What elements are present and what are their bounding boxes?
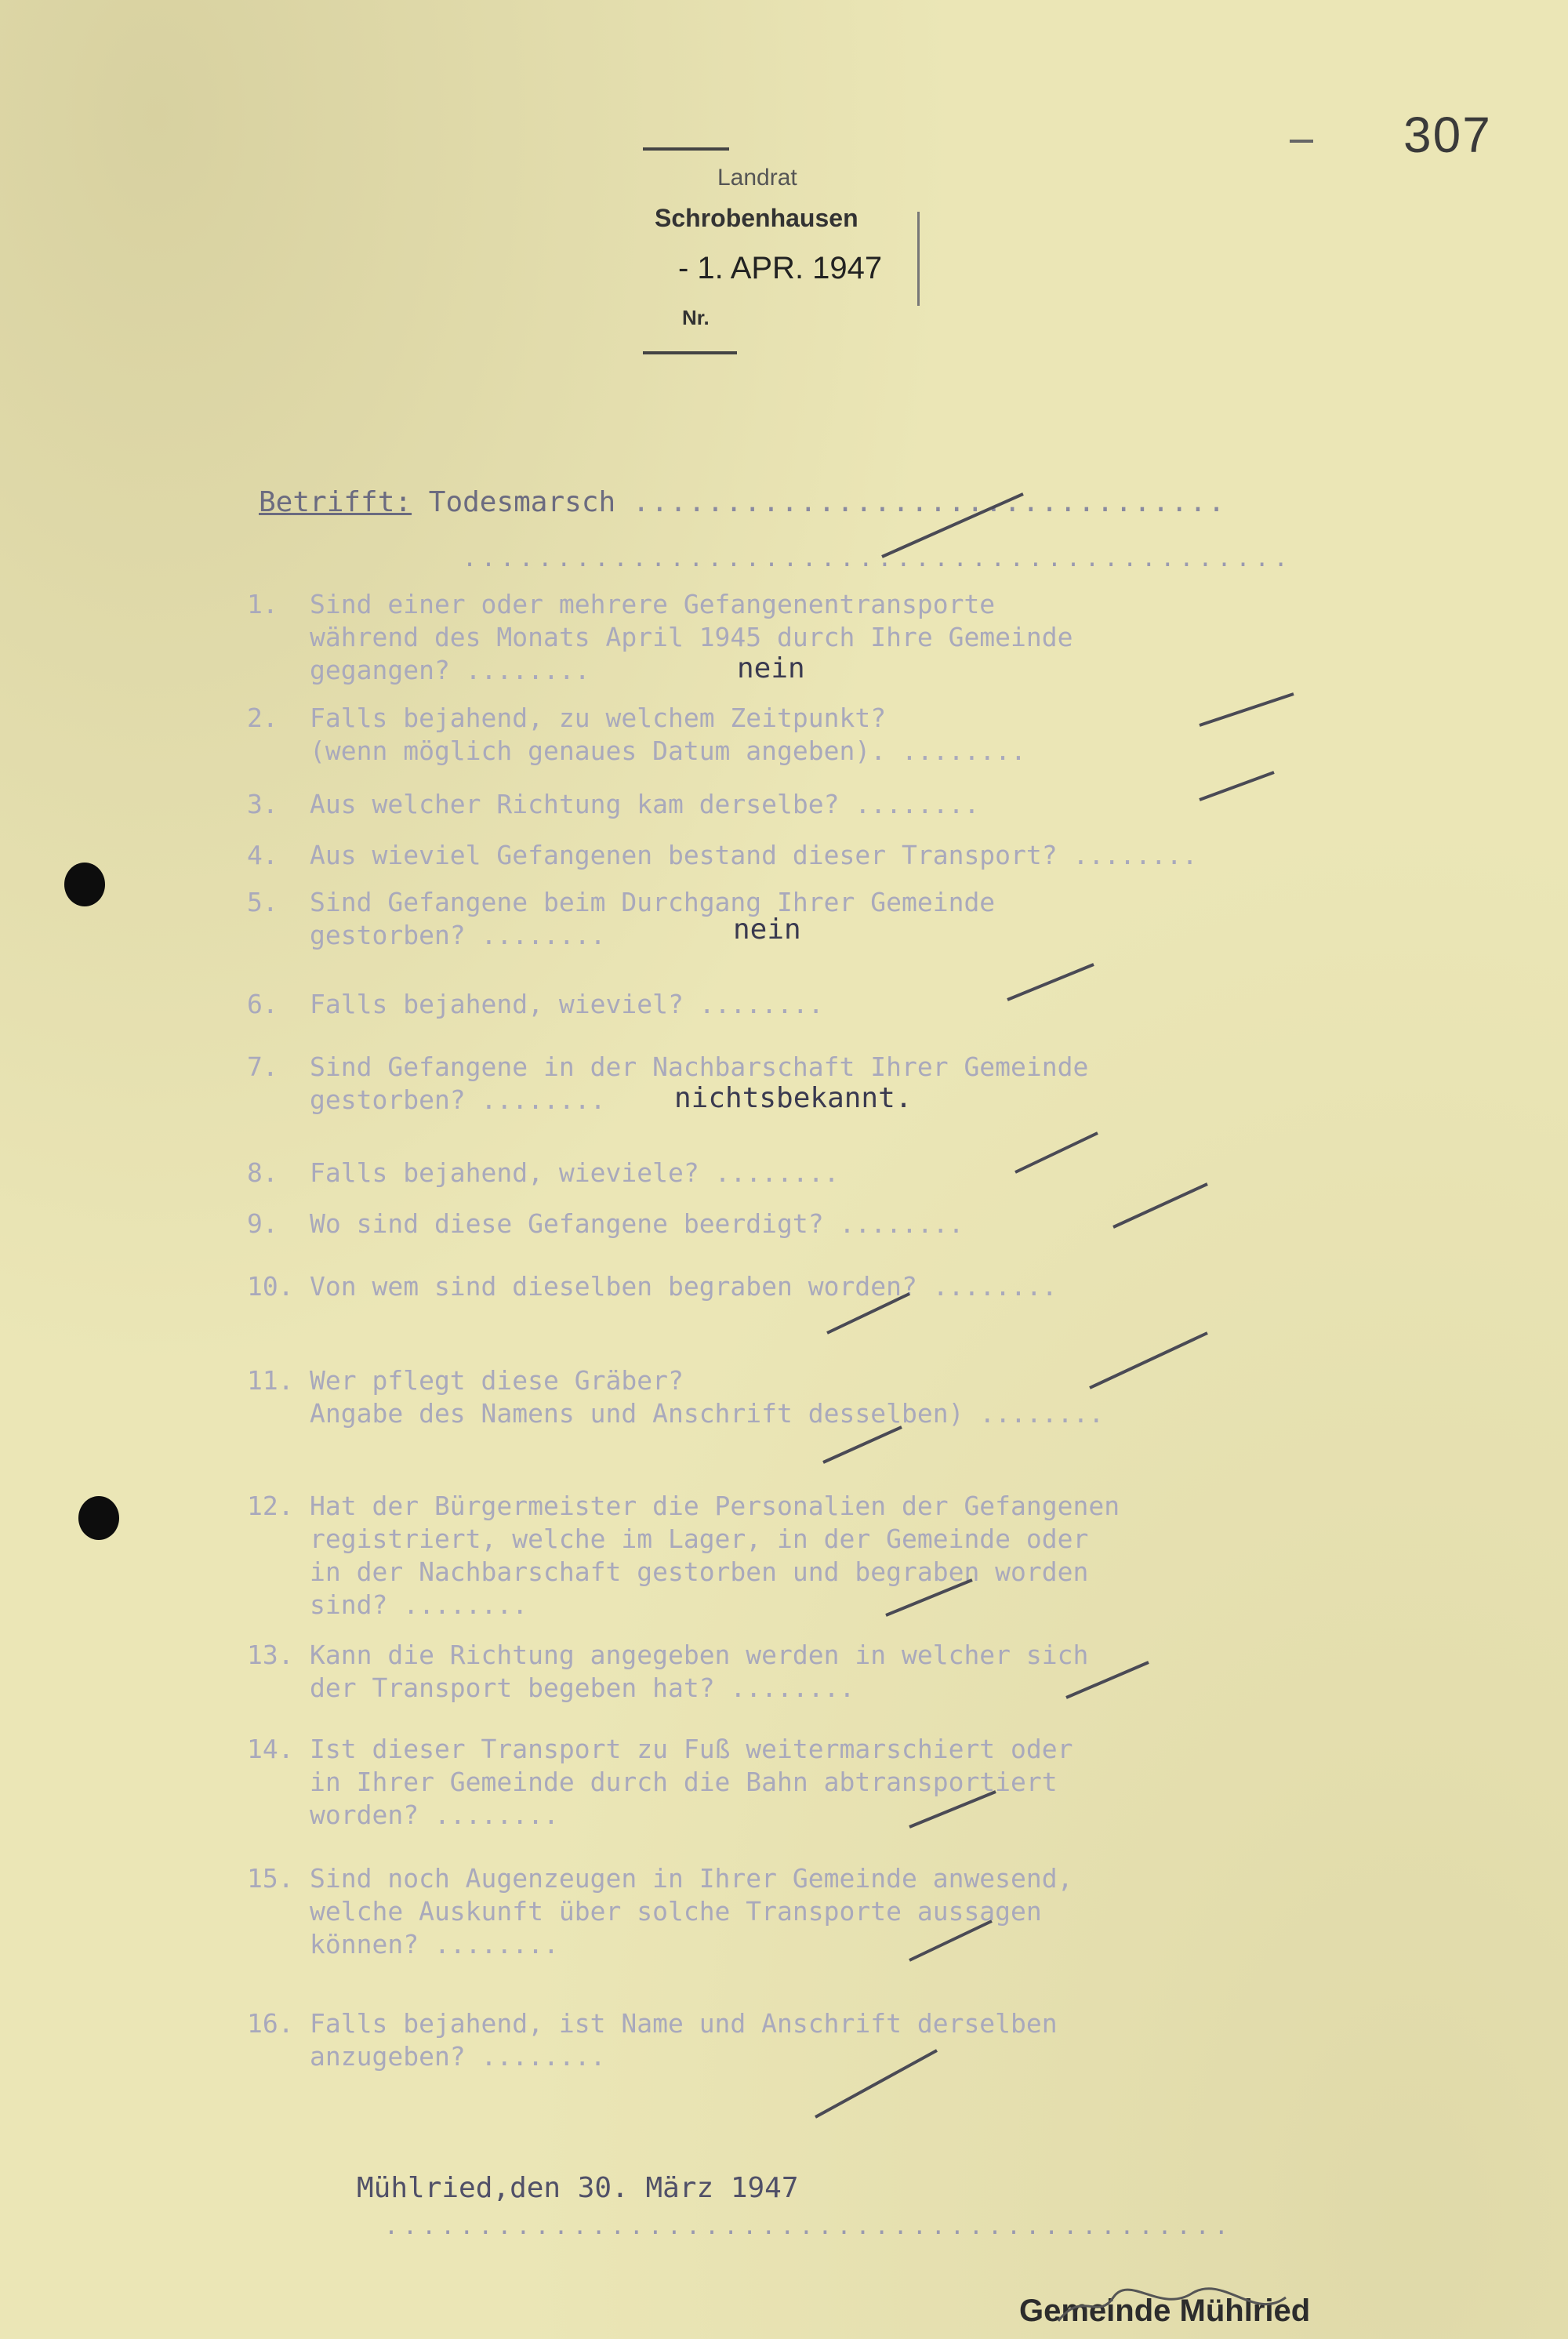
- answer-dots: ........: [1057, 840, 1198, 870]
- question-text: Falls bejahend, zu welchem Zeitpunkt? (wenn möglich genaues Datum angeben).: [310, 703, 887, 766]
- question-number: 16.: [247, 2008, 294, 2039]
- place-date: Mühlried,den 30. März 1947: [357, 2172, 799, 2204]
- question-text: Sind Gefangene beim Durchgang Ihrer Gemeinde gestorben?: [310, 887, 996, 950]
- question-number: 6.: [247, 989, 278, 1019]
- subject-dotline: ............................................: [463, 545, 1293, 572]
- page-number: 307: [1403, 107, 1492, 163]
- question-number: 9.: [247, 1208, 278, 1239]
- question-text: Kann die Richtung angegeben werden in welcher sich der Transport begeben hat?: [310, 1640, 1089, 1703]
- stamp-office: Landrat: [717, 165, 797, 191]
- question-text: Hat der Bürgermeister die Personalien der Gefangenen registriert, welche im Lager, in der Gemeinde oder in der Nachbarschaft gestorben und begraben worden sind?: [310, 1491, 1120, 1620]
- question-number: 8.: [247, 1157, 278, 1188]
- question-text: Aus wieviel Gefangenen bestand dieser Transport?: [310, 840, 1058, 870]
- answer-dots: ........: [683, 989, 824, 1019]
- subject-value: Todesmarsch: [428, 486, 616, 518]
- answer-dots: ........: [465, 2041, 606, 2072]
- answer-dots: ........: [823, 1208, 964, 1239]
- question-number: 12.: [247, 1491, 294, 1521]
- answer-dots: ........: [465, 920, 606, 950]
- answer-dots: ........: [419, 1929, 559, 1959]
- stamp-date: - 1. APR. 1947: [678, 251, 883, 285]
- question-number: 2.: [247, 703, 278, 733]
- answer-7: nichtsbekannt.: [674, 1082, 913, 1114]
- question-text: Sind einer oder mehrere Gefangenentransporte während des Monats April 1945 durch Ihre Gemeinde gegangen?: [310, 589, 1073, 685]
- answer-dots: ........: [964, 1398, 1105, 1429]
- question-number: 14.: [247, 1734, 294, 1764]
- answer-5: nein: [733, 913, 801, 946]
- question-text: Aus welcher Richtung kam derselbe?: [310, 789, 840, 819]
- question-number: 7.: [247, 1051, 278, 1082]
- question-text: Ist dieser Transport zu Fuß weitermarschiert oder in Ihrer Gemeinde durch die Bahn abtransportiert worden?: [310, 1734, 1073, 1830]
- question-text: Wo sind diese Gefangene beerdigt?: [310, 1208, 824, 1239]
- question-text: Sind Gefangene in der Nachbarschaft Ihrer Gemeinde gestorben?: [310, 1051, 1089, 1115]
- answer-dots: ........: [839, 789, 980, 819]
- stamp-place: Schrobenhausen: [655, 204, 858, 232]
- question-text: Von wem sind dieselben begraben worden?: [310, 1271, 917, 1302]
- answer-dots: ........: [449, 655, 590, 685]
- question-text: Falls bejahend, ist Name und Anschrift derselben anzugeben?: [310, 2008, 1058, 2072]
- question-number: 11.: [247, 1365, 294, 1396]
- question-number: 15.: [247, 1863, 294, 1894]
- question-number: 13.: [247, 1640, 294, 1670]
- question-number: 5.: [247, 887, 278, 917]
- answer-dots: ........: [714, 1673, 855, 1703]
- answer-1: nein: [737, 652, 805, 685]
- question-text: Sind noch Augenzeugen in Ihrer Gemeinde anwesend, welche Auskunft über solche Transporte aussagen können?: [310, 1863, 1073, 1959]
- subject-dots: ................................: [632, 486, 1227, 518]
- place-dotline: .............................................: [384, 2213, 1233, 2240]
- answer-dots: ........: [387, 1589, 528, 1620]
- answer-dots: ........: [699, 1157, 840, 1188]
- answer-dots: ........: [886, 735, 1026, 766]
- question-number: 4.: [247, 840, 278, 870]
- answer-dots: ........: [465, 1084, 606, 1115]
- answer-dots: ........: [419, 1800, 559, 1830]
- signature-stamp: Gemeinde Mühlried: [1019, 2294, 1311, 2328]
- subject-label: Betrifft:: [259, 486, 412, 518]
- question-number: 1.: [247, 589, 278, 619]
- question-number: 3.: [247, 789, 278, 819]
- question-text: Falls bejahend, wieviele?: [310, 1157, 699, 1188]
- answer-dots: ........: [916, 1271, 1058, 1302]
- question-text: Falls bejahend, wieviel?: [310, 989, 684, 1019]
- question-text: Wer pflegt diese Gräber? Angabe des Namens und Anschrift desselben): [310, 1365, 964, 1429]
- stamp-number-label: Nr.: [682, 306, 710, 329]
- question-number: 10.: [247, 1271, 294, 1302]
